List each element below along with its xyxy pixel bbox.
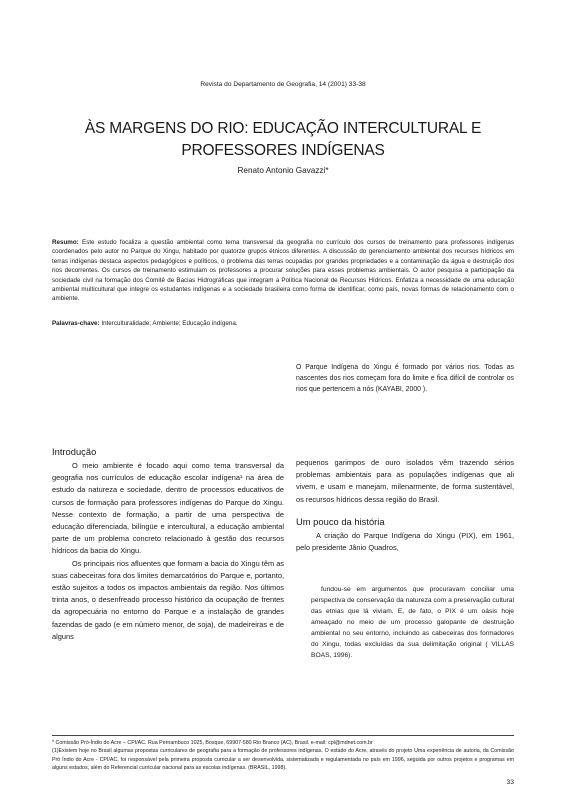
- footnotes: [52, 739, 514, 773]
- footnote-author: * Comissão Pró-Índio do Acre – CPI/AC. Rua Pernambuco 1025, Bosque, 69907-580 Rio Branco (AC), Brasil. e-mail: cpi@mdnet.com.br: [52, 740, 373, 746]
- footnote-1: (1)Existem hoje no Brasil algumas propostas curriculares de geografia para a formação de professores indígenas. O estado do Acre, através do projeto Uma experiência de autoria, da Comissão Pró Índio do Acre - CPI/AC, foi responsável pela primeira proposta curricular a ser desenvolvida, sistematizada e regulamentada no país em 1996, seguida por outros projetos e programas em alguns estados, além do Referencial curricular nacional para as escolas indígenas. (BRASIL, 1998).: [52, 748, 514, 772]
- title-line-1: ÀS MARGENS DO RIO: EDUCAÇÃO INTERCULTURAL E: [84, 120, 482, 137]
- intro-paragraph-1: O meio ambiente é focado aqui como tema transversal da geografia nos currículos de educação escolar indígena¹ na área de estudo da natureza e sociedade, dentro de processos educativos de cursos de formação para professores indígenas do Parque do Xingu. Nesse contexto de formação, a partir de uma perspectiva de educação diferenciada, bilíngüe e intercultural, a educação ambiental parte de um problema concreto relacionado à gestão dos recursos hídricos da bacia do Xingu.: [52, 461, 284, 556]
- section-heading-historia: Um pouco da história: [296, 515, 385, 527]
- left-column: [52, 445, 284, 643]
- abstract-label: Resumo:: [52, 239, 79, 246]
- abstract-text: Este estudo focaliza a questão ambiental como tema transversal da geografia no currículo dos cursos de treinamento para professores indígenas coordenados pelo autor no Parque do Xingu, habitado por quatorze grupos étnicos diferentes. A discussão do gerenciamento ambiental dos recursos hídricos em terras indígenas destaca aspectos pedagógicos e políticos, o problema das terras ocupadas por grandes propriedades e a contaminação da água e destruição dos rios decorrentes. Os cursos de treinamento estimulam os professores a procurar soluções para esses problemas ambientais. O autor pesquisa a participação da sociedade civil na formação dos Comitê de Bacias Hidrográficas que integram a Política Nacional de Recursos Hídricos. Enfatiza a necessidade de uma educação ambiental multicultural que integre os estudantes indígenas e a sociedade brasileira como forma de identificar, como país, novas formas de relacionamento com o ambiente.: [52, 239, 514, 303]
- journal-header: Revista do Departamento de Geografia, 14 (2001) 33-38: [200, 81, 366, 88]
- article-title: [60, 118, 506, 162]
- epigraph: O Parque Indígena do Xingu é formado por vários rios. Todas as nascentes dos rios começam fora do limite e fica difícil de controlar os rios que pertencem a nós (KAYABI, 2000 ).: [296, 364, 514, 394]
- section-heading-introducao: Introdução: [52, 446, 97, 457]
- right-column: [296, 457, 514, 554]
- intro-continuation: pequenos garimpos de ouro isolados vêm trazendo sérios problemas ambientais para as populações indígenas que ali vivem, e usam e manejam, milenarmente, de forma sustentável, os recursos hídricos dessa região do Brasil.: [296, 458, 514, 504]
- historia-paragraph-1: A criação do Parque Indígena do Xingu (PIX), em 1961, pelo presidente Jânio Quadros,: [296, 530, 514, 553]
- keywords-text: Interculturalidade; Ambiente; Educação indígena.: [99, 320, 238, 327]
- intro-paragraph-2: Os principais rios afluentes que formam a bacia do Xingu têm as suas cabeceiras fora dos limites demarcatórios do Parque e, portanto, estão sujeitos a todos os impactos ambientais da região. Nos últimos trinta anos, o desenfreado processo histórico da ocupação de frentes da agropecuária no entorno do Parque e a instalação de grandes fazendas de gado (e em número menor, de soja), de madeireiras e de alguns: [52, 558, 284, 641]
- abstract: [52, 238, 514, 304]
- keywords-label: Palavras-chave:: [52, 320, 100, 327]
- block-quote-text: fundou-se em argumentos que procuravam conciliar uma perspectiva de conservação da natureza com a preservação cultural das etnias que lá viviam. E, de fato, o PIX é um oásis hoje ameaçado no meio de um processo galopante de destruição ambiental no seu entorno, incluindo as cabeceiras dos formadores do Xingu, todas excluídas da sua delimitação original ( VILLAS BOAS, 1996).: [311, 586, 514, 659]
- keywords: [52, 320, 514, 327]
- block-quote: [311, 584, 514, 661]
- footnote-divider: [52, 735, 514, 736]
- author-name: Renato Antonio Gavazzi*: [237, 166, 329, 175]
- page-number: 33: [506, 779, 514, 786]
- title-line-2: PROFESSORES INDÍGENAS: [181, 142, 385, 159]
